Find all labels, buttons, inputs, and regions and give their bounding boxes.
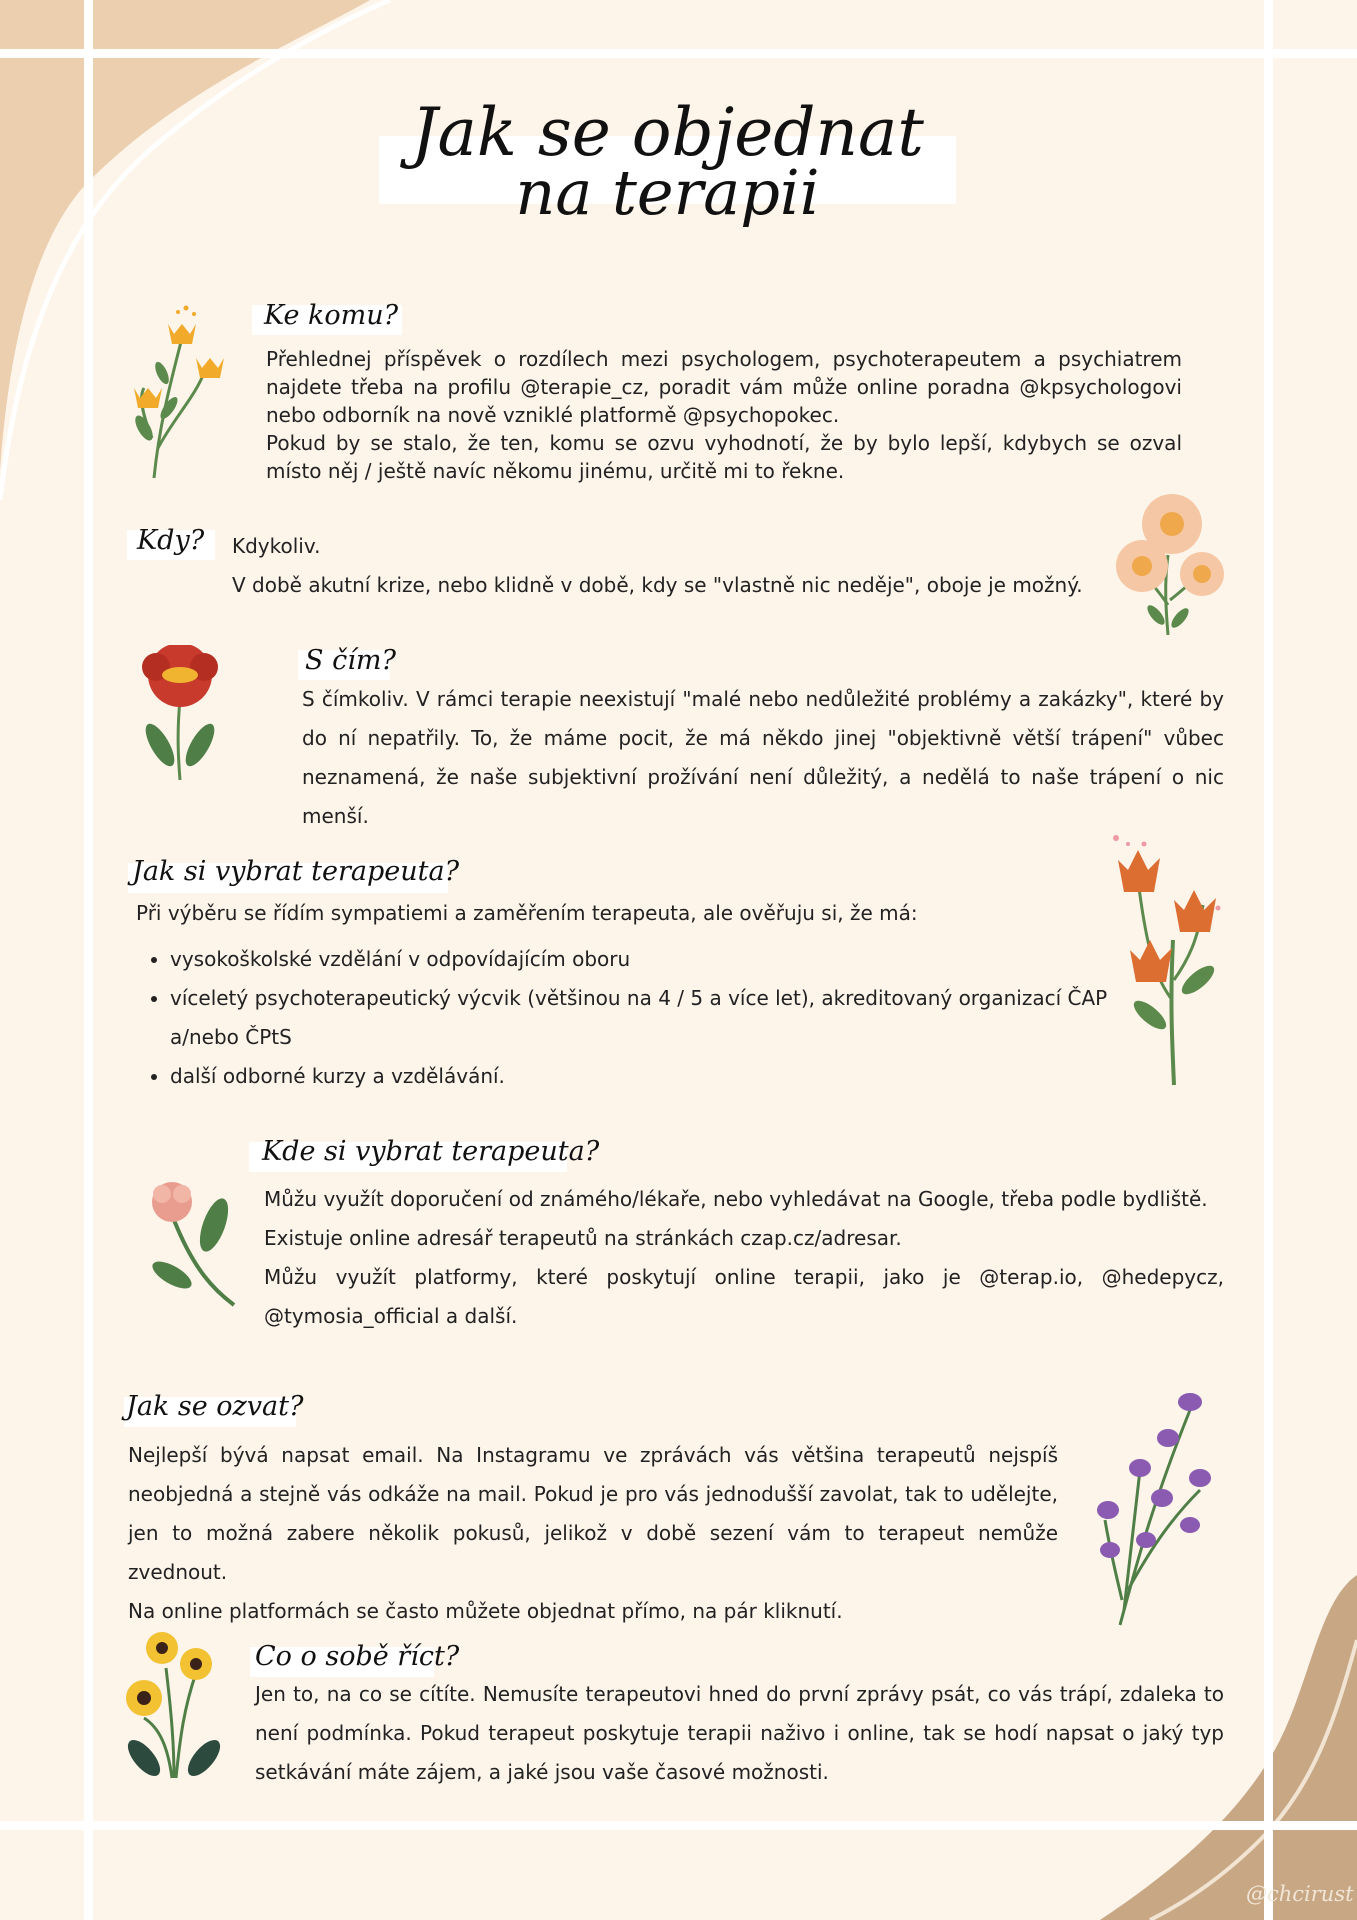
heading-s-cim: S čím? bbox=[305, 645, 396, 676]
kde-vybrat-body bbox=[264, 1180, 1224, 1336]
frame-left-line bbox=[84, 0, 93, 1920]
orange-tulips-icon bbox=[1098, 830, 1228, 1090]
sunflowers-icon bbox=[124, 1628, 224, 1784]
jak-vybrat-list bbox=[136, 940, 1140, 1096]
red-flower-icon bbox=[132, 645, 228, 785]
kde-vybrat-paragraph-1: Můžu využít doporučení od známého/lékaře, nebo vyhledávat na Google, třeba podle bydliště. bbox=[264, 1187, 1208, 1211]
list-item: • víceletý psychoterapeutický výcvik (většinou na 4 / 5 a více let), akreditovaný organizací ČAP a/nebo ČPtS bbox=[170, 979, 1140, 1057]
ke-komu-paragraph-2: Pokud by se stalo, že ten, komu se ozvu vyhodnotí, že by bylo lepší, kdybych se ozval místo něj / ještě navíc někomu jinému, určitě mi to řekne. bbox=[266, 431, 1182, 483]
yellow-flowers-icon bbox=[124, 298, 234, 483]
kdy-line-1: Kdykoliv. bbox=[232, 534, 321, 558]
ke-komu-body bbox=[266, 345, 1182, 485]
list-item: • další odborné kurzy a vzdělávání. bbox=[170, 1057, 1140, 1096]
s-cim-body: S čímkoliv. V rámci terapie neexistují "malé nebo nedůležité problémy a zakázky", které by do ní nepatřily. To, že máme pocit, že má někdo jinej "objektivně větší trápení" vůbec neznamená, že naše subjektivní prožívání není důležitý, a nedělá to naše trápení o nic menší. bbox=[302, 687, 1224, 828]
heading-jak-ozvat: Jak se ozvat? bbox=[126, 1391, 304, 1422]
jak-ozvat-paragraph-1: Nejlepší bývá napsat email. Na Instagramu ve zprávách vás většina terapeutů nejspíš neobjedná a stejně vás odkáže na mail. Pokud je pro vás jednodušší zavolat, tak to udělejte, jen to možná zabere několik pokusů, jelikož v době sezení vám to terapeut nemůže zvednout. bbox=[128, 1443, 1058, 1584]
kde-vybrat-paragraph-3: Můžu využít platformy, které poskytují online terapii, jako je @terap.io, @hedepycz, @tymosia_official a další. bbox=[264, 1265, 1224, 1328]
kdy-line-2: V době akutní krize, nebo klidně v době, kdy se "vlastně nic neděje", oboje je možný. bbox=[232, 573, 1083, 597]
ke-komu-paragraph-1: Přehlednej příspěvek o rozdílech mezi psychologem, psychoterapeutem a psychiatrem najdete třeba na profilu @terapie_cz, poradit vám může online poradna @kpsychologovi nebo odborník na nově vzniklé platformě @psychopokec. bbox=[266, 347, 1182, 427]
peach-daisies-icon bbox=[1108, 490, 1228, 640]
page-title-line1: Jak se objednat bbox=[411, 94, 924, 171]
frame-bottom-line bbox=[0, 1821, 1357, 1830]
co-rict-body: Jen to, na co se cítíte. Nemusíte terapeutovi hned do první zprávy psát, co vás trápí, zdaleka to není podmínka. Pokud terapeut poskytuje terapii naživo i online, tak se hodí napsat o jaký typ setkávání máte zájem, a jaké jsou vaše časové možnosti. bbox=[255, 1682, 1224, 1784]
watermark: @chcirust bbox=[1246, 1882, 1354, 1906]
list-item: • vysokoškolské vzdělání v odpovídajícím oboru bbox=[170, 940, 1140, 979]
jak-ozvat-paragraph-2: Na online platformách se často můžete objednat přímo, na pár kliknutí. bbox=[128, 1599, 843, 1623]
frame-top-line bbox=[0, 49, 1357, 58]
jak-vybrat-intro: Při výběru se řídím sympatiemi a zaměřením terapeuta, ale ověřuju si, že má: bbox=[136, 901, 918, 925]
page-title-line2: na terapii bbox=[515, 156, 820, 229]
kde-vybrat-paragraph-2: Existuje online adresář terapeutů na stránkách czap.cz/adresar. bbox=[264, 1226, 902, 1250]
heading-kdy: Kdy? bbox=[137, 525, 205, 556]
pink-flower-icon bbox=[144, 1180, 244, 1310]
heading-kde-vybrat: Kde si vybrat terapeuta? bbox=[262, 1136, 600, 1167]
heading-co-rict: Co o sobě říct? bbox=[255, 1641, 460, 1672]
heading-ke-komu: Ke komu? bbox=[264, 300, 399, 331]
jak-ozvat-body bbox=[128, 1436, 1058, 1631]
frame-right-line bbox=[1264, 0, 1273, 1920]
heading-jak-vybrat: Jak si vybrat terapeuta? bbox=[132, 856, 460, 887]
purple-flowers-icon bbox=[1090, 1390, 1230, 1630]
